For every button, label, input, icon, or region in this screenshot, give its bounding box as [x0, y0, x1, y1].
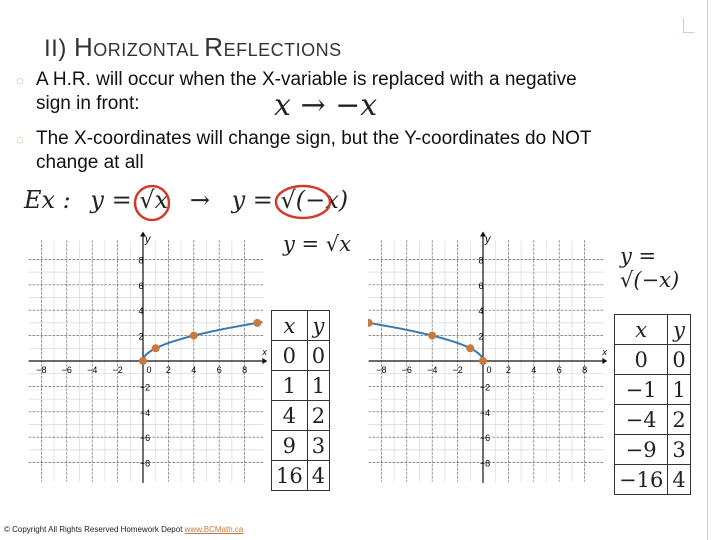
x-axis-label: x [602, 347, 607, 357]
table-cell: 0 [615, 345, 668, 375]
x-axis-arrow [262, 358, 267, 364]
transform-from: x [274, 88, 291, 123]
table-cell: 4 [307, 461, 329, 491]
x-tick-label: −4 [427, 365, 438, 375]
x-axis-label: x [262, 347, 267, 357]
y-tick-label: 8 [138, 255, 144, 266]
x-tick-label: −8 [376, 365, 387, 375]
table-cell: 2 [668, 405, 690, 435]
highlight-circle [132, 183, 172, 223]
data-point [479, 357, 487, 365]
x-tick-label: −2 [452, 365, 463, 375]
y-tick-label: −4 [139, 407, 151, 418]
x-tick-label: 0 [486, 365, 492, 375]
table-cell: −4 [615, 405, 668, 435]
y-tick-label: −4 [479, 407, 491, 418]
y-tick-label: 8 [478, 255, 484, 266]
slide-title [44, 32, 342, 63]
table-header-cell: y [307, 311, 329, 341]
highlight-ellipse [274, 183, 332, 221]
table-cell: 3 [307, 431, 329, 461]
data-point [428, 332, 436, 340]
table-cell: −1 [615, 375, 668, 405]
y-axis-label: y [145, 233, 151, 246]
table-row [615, 405, 691, 435]
x-tick-label: −2 [112, 365, 123, 375]
graph-left [28, 230, 272, 518]
y-tick-label: −8 [139, 458, 151, 469]
y-tick-label: 6 [138, 280, 144, 291]
table-right [614, 314, 691, 495]
x-tick-label: 8 [582, 365, 588, 375]
table-row [615, 345, 691, 375]
y-tick-label: −8 [479, 458, 491, 469]
table-row [615, 465, 691, 495]
graph-left-equation: y = √x [283, 232, 352, 256]
bullet-icon: ◌ [16, 73, 24, 88]
x-tick-label: 4 [191, 365, 197, 375]
bullet-icon: ◌ [16, 132, 24, 147]
table-cell: 16 [272, 461, 308, 491]
example-left: y = √x [90, 186, 169, 214]
title-orizontal: ORIZONTAL [93, 40, 205, 60]
table-row [272, 401, 330, 431]
title-h: H [74, 32, 94, 62]
copyright-link[interactable]: www.BCMath.ca [184, 525, 244, 534]
y-tick-label: 6 [478, 280, 484, 291]
bullet-1-line-1: A H.R. will occur when the X-variable is replaced with a negative [36, 69, 577, 90]
x-tick-label: 2 [165, 365, 171, 375]
table-cell: 1 [272, 371, 308, 401]
x-tick-label: 6 [216, 365, 222, 375]
data-point [368, 319, 373, 327]
table-row [272, 371, 330, 401]
data-point [190, 332, 198, 340]
table-header-row [272, 311, 330, 341]
table-cell: 0 [668, 345, 690, 375]
data-point [139, 357, 147, 365]
table-row [272, 461, 330, 491]
bullet-2-line-1: The X-coordinates will change sign, but the Y-coordinates do NOT [36, 128, 592, 149]
graph-right-equation: y = √(−x) [620, 244, 680, 292]
table-header-row [615, 315, 691, 345]
example-label: Ex : [24, 186, 71, 214]
table-cell: 3 [668, 435, 690, 465]
table-row [615, 435, 691, 465]
table-cell: −9 [615, 435, 668, 465]
x-tick-label: −4 [87, 365, 98, 375]
title-prefix: II) [44, 35, 74, 62]
transform-arrow: → [300, 88, 326, 123]
transform-expression [274, 88, 377, 123]
table-row [615, 375, 691, 405]
slide-corner-decoration [683, 18, 694, 33]
table-cell: −16 [615, 465, 668, 495]
table-row [272, 431, 330, 461]
x-tick-label: 0 [146, 365, 152, 375]
data-point [253, 319, 261, 327]
table-header-cell: x [615, 315, 668, 345]
curve-line [368, 322, 483, 361]
y-axis-label: y [485, 233, 491, 246]
copyright-text: © Copyright All Rights Reserved Homework Depot [4, 525, 185, 534]
bullet-1-line-2: sign in front: [36, 93, 140, 114]
y-tick-label: 4 [138, 306, 144, 317]
copyright [4, 525, 243, 534]
table-cell: 0 [307, 341, 329, 371]
table-cell: 0 [272, 341, 308, 371]
table-left [271, 310, 330, 491]
table-cell: 1 [668, 375, 690, 405]
transform-to: −x [335, 88, 378, 123]
table-cell: 1 [307, 371, 329, 401]
data-point [152, 344, 160, 352]
y-tick-label: −2 [139, 382, 151, 393]
example-right: y = √(−x) [231, 186, 349, 214]
x-axis-arrow [602, 358, 607, 364]
data-point [466, 344, 474, 352]
y-tick-label: 4 [478, 306, 484, 317]
x-tick-label: 8 [242, 365, 248, 375]
table-header-cell: x [272, 311, 308, 341]
x-tick-label: −8 [36, 365, 47, 375]
table-cell: 2 [307, 401, 329, 431]
graph-right [368, 230, 612, 518]
x-tick-label: 2 [505, 365, 511, 375]
table-row [272, 341, 330, 371]
table-cell: 4 [272, 401, 308, 431]
table-cell: 4 [668, 465, 690, 495]
y-tick-label: 2 [478, 331, 484, 342]
x-tick-label: −6 [401, 365, 412, 375]
table-cell: 9 [272, 431, 308, 461]
y-tick-label: −6 [139, 433, 151, 444]
table-header-cell: y [668, 315, 690, 345]
y-tick-label: −2 [479, 382, 491, 393]
x-tick-label: 6 [556, 365, 562, 375]
bullet-2-line-2: change at all [36, 152, 144, 173]
example-arrow: → [189, 186, 210, 214]
title-eflections: EFLECTIONS [223, 40, 342, 60]
y-tick-label: −6 [479, 433, 491, 444]
y-tick-label: 2 [138, 331, 144, 342]
x-tick-label: 4 [531, 365, 537, 375]
title-r: R [204, 32, 224, 62]
x-tick-label: −6 [61, 365, 72, 375]
